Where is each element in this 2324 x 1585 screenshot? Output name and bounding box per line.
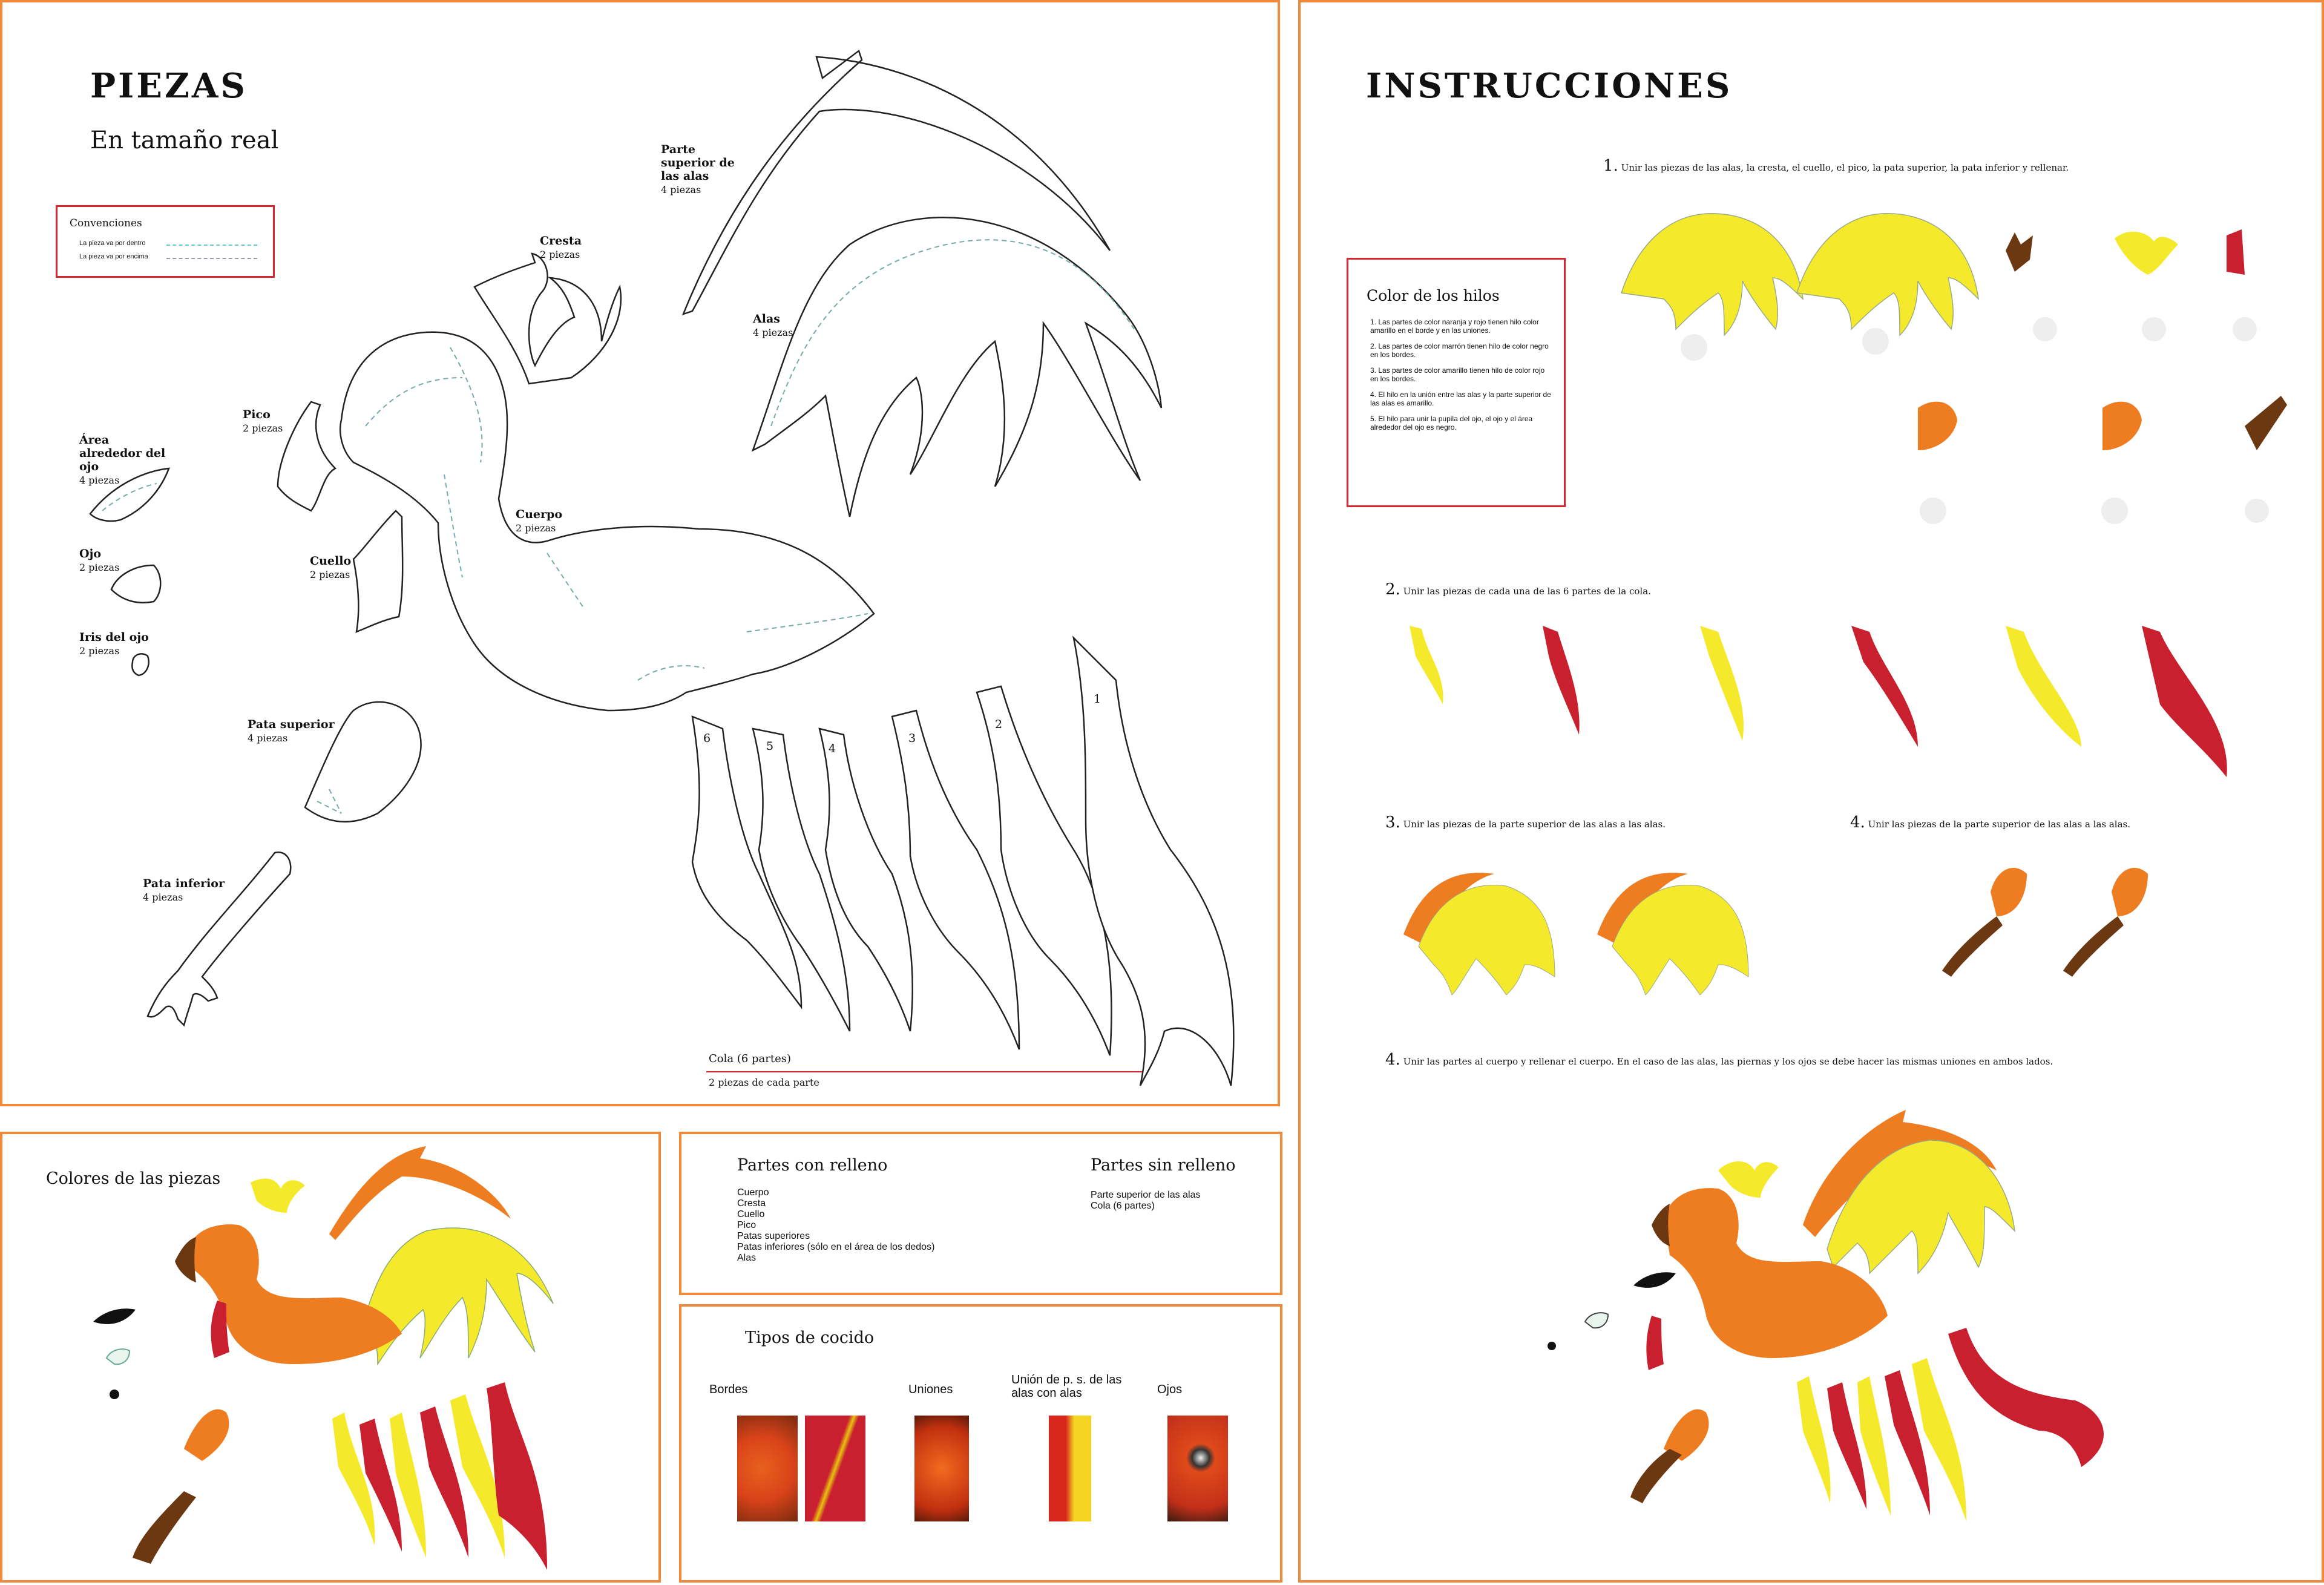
- photo-border-2: [805, 1416, 865, 1521]
- colored-beak: [175, 1237, 196, 1282]
- tail-number-4: 4: [829, 742, 836, 755]
- without-fill-item: Cola (6 partes): [1091, 1201, 1155, 1211]
- with-fill-item: Cuerpo: [737, 1187, 769, 1198]
- seam-type-wing-join: Unión de p. s. de las alas con alas: [1011, 1373, 1122, 1400]
- conventions-inside-label: La pieza va por dentro: [79, 240, 146, 247]
- label-eye: Ojo 2 piezas: [79, 547, 120, 573]
- label-lower-leg: Pata inferior 4 piezas: [143, 877, 225, 903]
- wing-top-join-2: [1597, 873, 1748, 995]
- without-fill-item: Parte superior de las alas: [1091, 1190, 1201, 1200]
- with-fill-item: Patas superiores: [737, 1231, 810, 1241]
- conventions-over-label: La pieza va por encima: [79, 253, 148, 260]
- final-phoenix: [1548, 1110, 2104, 1521]
- cocido-panel: [679, 1304, 1282, 1583]
- step-3: 3. Unir las piezas de la parte superior de las alas a las alas.: [1385, 813, 1666, 832]
- tail-number-5: 5: [766, 740, 774, 753]
- colores-title: Colores de las piezas: [46, 1169, 221, 1188]
- colored-wing-top: [329, 1146, 511, 1240]
- tail-title: Cola (6 partes): [709, 1052, 792, 1065]
- seam-type-eyes: Ojos: [1157, 1383, 1183, 1396]
- with-fill-item: Patas inferiores (sólo en el área de los dedos): [737, 1242, 935, 1252]
- neck-assembly: [2227, 229, 2257, 341]
- wing-assembly-1: [1621, 214, 1803, 361]
- colored-upper-leg: [184, 1409, 229, 1461]
- label-body: Cuerpo 2 piezas: [516, 508, 562, 534]
- photo-joins: [914, 1416, 969, 1521]
- photo-wing-join: [1049, 1416, 1091, 1521]
- relleno-panel: [679, 1132, 1282, 1295]
- thread-rule: 4. El hilo en la unión entre las alas y la parte superior de las alas es amarillo.: [1370, 390, 1551, 407]
- thread-rule: 2. Las partes de color marrón tienen hilo de color negro en los bordes.: [1370, 342, 1549, 359]
- tail-rule: [706, 1071, 1142, 1072]
- lower-leg-assembly-1: [2245, 396, 2287, 523]
- crest-pattern: [474, 254, 621, 384]
- label-beak: Pico 2 piezas: [243, 408, 283, 434]
- colored-iris: [110, 1390, 119, 1399]
- with-fill-title: Partes con relleno: [737, 1156, 888, 1175]
- label-eye-area: Área alrededor del ojo 4 piezas: [79, 433, 166, 486]
- wings-pattern: [753, 217, 1161, 517]
- with-fill-item: Alas: [737, 1253, 757, 1263]
- instrucciones-title: INSTRUCCIONES: [1366, 66, 1733, 106]
- label-neck: Cuello 2 piezas: [310, 554, 352, 580]
- instruction-illustrations: [1301, 2, 2324, 1585]
- with-fill-item: Cresta: [737, 1198, 766, 1209]
- colored-tail-3: [390, 1413, 426, 1558]
- thread-rule: 3. Las partes de color amarillo tienen hilo de color rojo en los bordes.: [1370, 366, 1545, 383]
- leg-join-1: [1942, 868, 2027, 977]
- label-upper-leg: Pata superior 4 piezas: [248, 718, 335, 744]
- label-iris: Iris del ojo 2 piezas: [79, 631, 149, 657]
- label-crest: Cresta 2 piezas: [540, 234, 582, 260]
- conventions-title: Convenciones: [70, 217, 142, 229]
- colores-panel: [0, 1132, 661, 1583]
- colored-wings: [366, 1228, 553, 1364]
- thread-colors-title: Color de los hilos: [1367, 287, 1500, 304]
- thread-rule: 5. El hilo para unir la pupila del ojo, el ojo y el área alrededor del ojo es negro.: [1370, 415, 1533, 432]
- photo-border-1: [737, 1416, 798, 1521]
- seam-type-joins: Uniones: [908, 1383, 953, 1396]
- tail-number-3: 3: [908, 732, 916, 745]
- colored-phoenix: [2, 1134, 663, 1585]
- piezas-subtitle: En tamaño real: [90, 126, 279, 154]
- wing-assembly-2: [1797, 214, 1978, 355]
- with-fill-item: Cuello: [737, 1209, 765, 1219]
- with-fill-list: [737, 1187, 934, 1264]
- seam-type-borders: Bordes: [709, 1383, 748, 1396]
- crest-assembly: [2115, 232, 2178, 341]
- step-4a: 4. Unir las piezas de la parte superior de las alas a las alas.: [1850, 813, 2131, 832]
- wing-top-join-1: [1403, 873, 1555, 995]
- tail-number-1: 1: [1094, 692, 1101, 706]
- beak-pattern: [278, 402, 335, 511]
- beak-assembly: [2006, 232, 2057, 341]
- pattern-drawing: [2, 2, 1282, 1109]
- label-wing-top: Parte superior de las alas 4 piezas: [661, 143, 735, 195]
- label-wings: Alas 4 piezas: [753, 312, 793, 338]
- neck-pattern: [353, 511, 402, 632]
- photo-eyes: [1167, 1416, 1228, 1521]
- colored-eye-area: [93, 1308, 136, 1324]
- tail-note: 2 piezas de cada parte: [709, 1077, 819, 1088]
- colored-lower-leg: [133, 1491, 196, 1564]
- piezas-panel: [0, 0, 1280, 1106]
- thread-rule: 1. Las partes de color naranja y rojo tienen hilo color amarillo en el borde y en las uniones.: [1370, 318, 1539, 335]
- step-1: 1. Unir las piezas de las alas, la cresta, el cuello, el pico, la pata superior, la pata inferior y rellenar.: [1603, 157, 2069, 175]
- upper-leg-assembly-1: [1918, 402, 1957, 524]
- without-fill-list: [1091, 1190, 1200, 1212]
- tail-number-6: 6: [703, 732, 711, 745]
- piezas-title: PIEZAS: [90, 66, 248, 106]
- colored-eye: [107, 1349, 130, 1364]
- colored-tail-6: [487, 1382, 547, 1570]
- upper-leg-assembly-2: [2101, 402, 2142, 524]
- tail-step-pieces: [1410, 626, 2227, 777]
- tail-number-2: 2: [995, 718, 1003, 731]
- cocido-title: Tipos de cocido: [745, 1328, 875, 1347]
- without-fill-title: Partes sin relleno: [1091, 1156, 1236, 1175]
- colored-crest: [251, 1178, 305, 1213]
- instrucciones-panel: [1298, 0, 2324, 1583]
- step-2: 2. Unir las piezas de cada una de las 6 partes de la cola.: [1385, 580, 1651, 599]
- leg-join-2: [2063, 868, 2148, 977]
- with-fill-item: Pico: [737, 1220, 757, 1230]
- step-4b: 4. Unir las partes al cuerpo y rellenar el cuerpo. En el caso de las alas, las piernas y los ojos se debe hacer las mismas uniones en ambos lados.: [1385, 1051, 2053, 1069]
